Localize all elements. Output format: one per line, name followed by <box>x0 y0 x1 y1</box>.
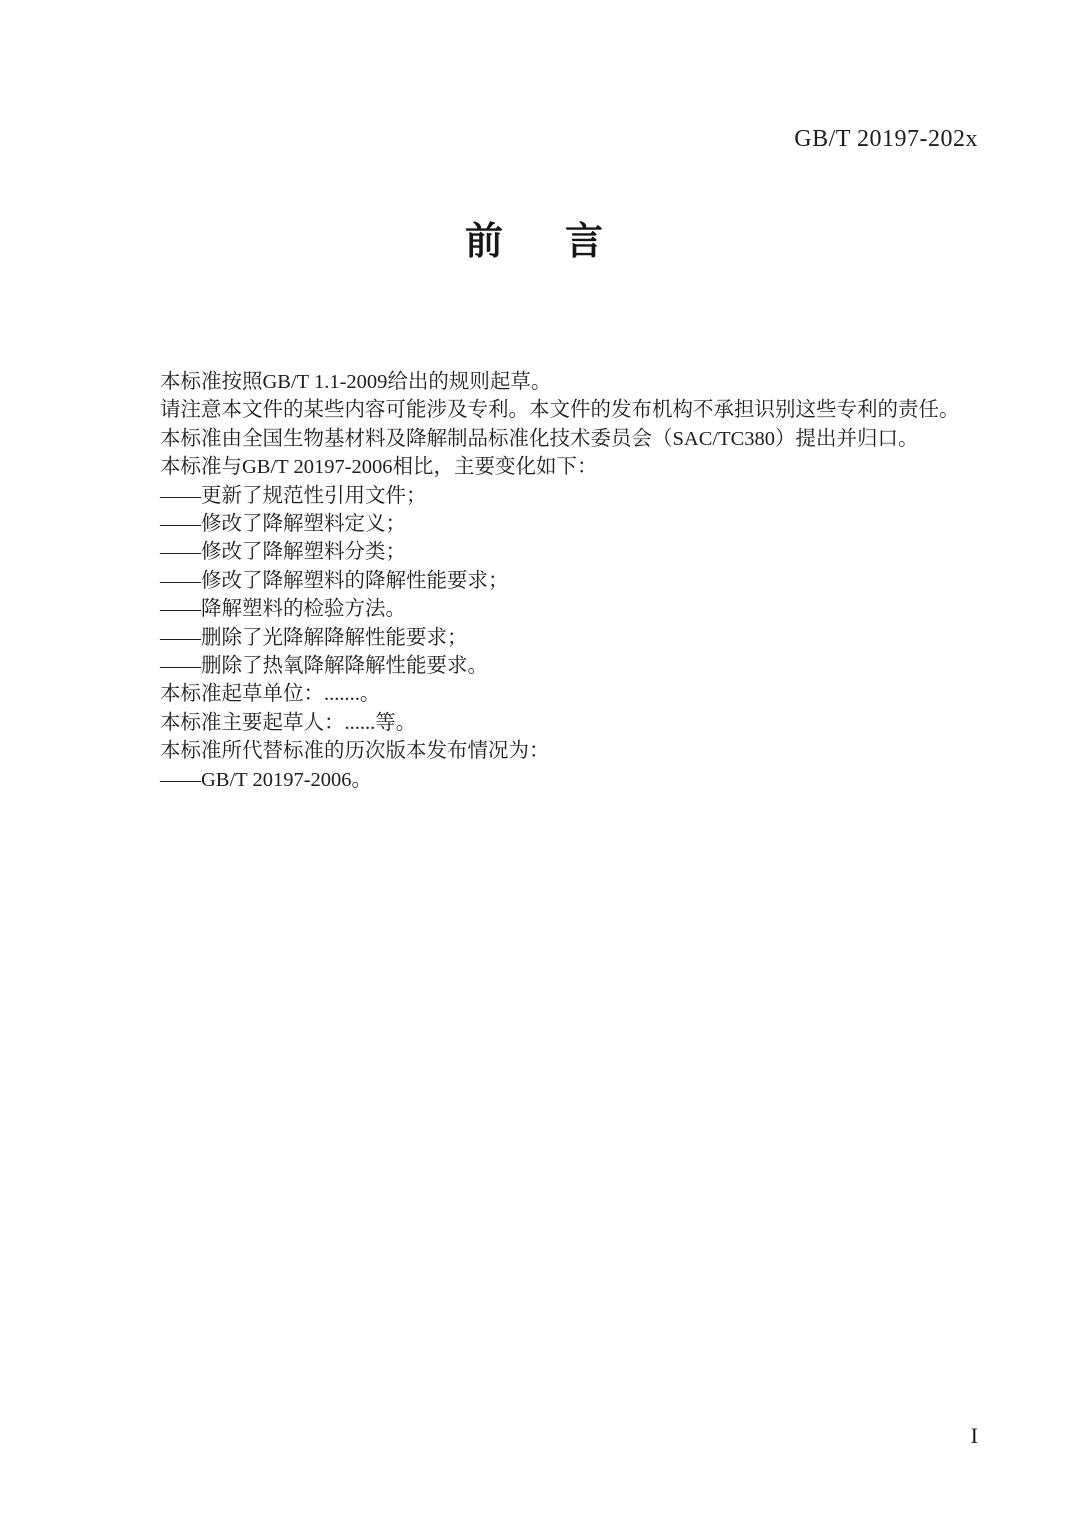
foreword-line: 请注意本文件的某些内容可能涉及专利。本文件的发布机构不承担识别这些专利的责任。 <box>160 399 960 422</box>
foreword-line: ——修改了降解塑料分类； <box>160 541 406 564</box>
foreword-line: ——删除了热氧降解降解性能要求。 <box>160 655 488 678</box>
foreword-line: 本标准与GB/T 20197-2006相比，主要变化如下： <box>160 456 598 479</box>
foreword-line: 本标准所代替标准的历次版本发布情况为： <box>160 740 550 763</box>
foreword-line: 本标准主要起草人：......等。 <box>160 711 417 734</box>
foreword-body <box>160 368 960 794</box>
foreword-line: 本标准由全国生物基材料及降解制品标准化技术委员会（SAC/TC380）提出并归口。 <box>160 427 919 450</box>
standard-code-header: GB/T 20197-202x <box>794 126 978 152</box>
foreword-line: ——降解塑料的检验方法。 <box>160 598 406 621</box>
foreword-line: ——更新了规范性引用文件； <box>160 484 427 507</box>
foreword-line: ——删除了光降解降解性能要求； <box>160 626 468 649</box>
page-title: 前 言 <box>464 221 615 263</box>
page-number: I <box>970 1423 978 1448</box>
foreword-line: ——GB/T 20197-2006。 <box>160 768 373 791</box>
foreword-line: 本标准按照GB/T 1.1-2009给出的规则起草。 <box>160 371 552 393</box>
foreword-line: ——修改了降解塑料的降解性能要求； <box>160 569 509 592</box>
foreword-line: ——修改了降解塑料定义； <box>160 513 406 536</box>
foreword-line: 本标准起草单位：.......。 <box>160 683 381 706</box>
